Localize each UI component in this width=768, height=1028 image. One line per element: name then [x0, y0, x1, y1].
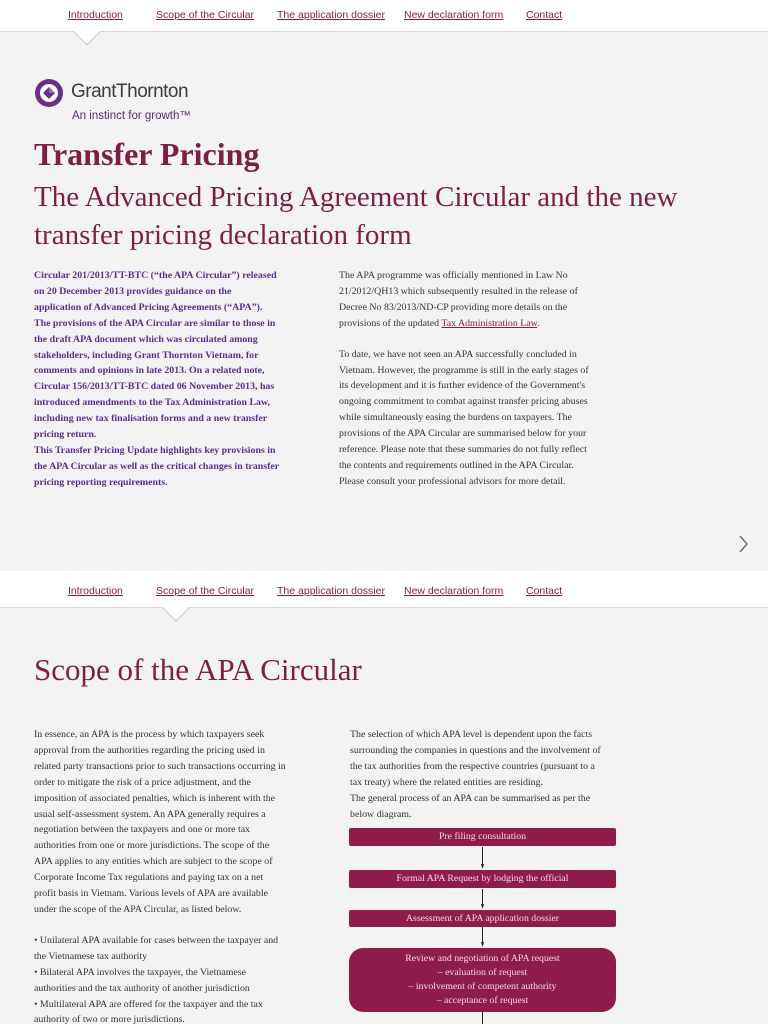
nav-link-contact[interactable]: Contact: [526, 9, 563, 21]
list-item: • Bilateral APA involves the taxpayer, the Vietnamese: [34, 966, 246, 978]
flow-step-review-negotiation: Review and negotiation of APA request – evaluation of request – involvement of competent authority – acceptance of request: [349, 948, 616, 1012]
flow-step-pre-filing: Pre filing consultation: [349, 828, 616, 846]
flow-step-assessment: Assessment of APA application dossier: [349, 910, 616, 927]
active-tab-indicator: [162, 607, 190, 623]
grant-thornton-logo-icon: [34, 78, 64, 108]
flow-step-formal-request: Formal APA Request by lodging the official: [349, 870, 616, 888]
intro-right-column: [339, 268, 639, 490]
nav-divider: [0, 607, 768, 608]
scope-right-column: The selection of which APA level is dependent upon the facts surrounding the companies in questions and the involvement of the tax authorities from the respective countries (pursuant to a tax treaty) where the related entities are residing. The general process of an APA can be summarised as per the below diagram.: [350, 729, 601, 820]
page-title: Transfer Pricing: [34, 136, 260, 172]
nav-link-contact[interactable]: Contact: [526, 585, 563, 597]
page-subtitle: The Advanced Pricing Agreement Circular and the new transfer pricing declaration form: [34, 181, 678, 251]
list-item: • Multilateral APA are offered for the taxpayer and the tax: [34, 998, 263, 1010]
nav-link-introduction[interactable]: Introduction: [68, 585, 123, 597]
flow-arrow-icon: [481, 847, 484, 870]
tax-administration-law-link[interactable]: Tax Administration Law: [441, 317, 538, 329]
flow-arrow-icon: [481, 1012, 484, 1024]
list-item: • Unilateral APA available for cases between the taxpayer and: [34, 934, 279, 946]
nav-link-application-dossier[interactable]: The application dossier: [277, 9, 385, 21]
next-page-chevron-icon[interactable]: [736, 533, 750, 555]
apa-levels-list: • Unilateral APA available for cases between the taxpayer and the Vietnamese tax authority • Bilateral APA involves the taxpayer, the Vietnamese authorities and the tax authority of another jurisdiction • Multilateral APA are offered for the taxpayer and the tax authority of two or more jurisdictions.: [34, 933, 334, 1028]
flow-arrow-icon: [481, 889, 484, 910]
to-date-paragraph: To date, we have not seen an APA successfully concluded in Vietnam. However, the programme is still in the early stages of its development and it is further evidence of the Government's ongoing commitment to combat against transfer pricing abuses while simultaneously easing the burdens on taxpayers. The provisions of the APA Circular are summarised below for your reference. Please note that these summaries do not fully reflect the contents and requirements outlined in the APA Circular. Please consult your professional advisors for more detail.: [339, 348, 589, 487]
nav-divider: [0, 31, 768, 32]
apa-essence-paragraph: In essence, an APA is the process by which taxpayers seek approval from the authorities regarding the pricing used in related party transactions prior to such transactions occurring in order to mitigate the risk of a price adjustment, and the imposition of associated penalties, which is inherent with the usual self-assessment system. An APA generally requires a negotiation between the taxpayers and one or more tax authorities from one or more jurisdictions. The scope of the APA applies to any entities which are subject to the scope of Corporate Income Tax regulations and paying tax on a net profit basis in Vietnam. Various levels of APA are available under the scope of the APA Circular, as listed below.: [34, 729, 286, 915]
nav-link-application-dossier[interactable]: The application dossier: [277, 585, 385, 597]
brand-name: GrantThornton: [71, 81, 189, 102]
section-title: Scope of the APA Circular: [34, 652, 362, 687]
nav-link-scope[interactable]: Scope of the Circular: [156, 585, 255, 597]
apa-programme-paragraph: The APA programme was officially mentioned in Law No 21/2012/QH13 which subsequently resulted in the release of Decree No 83/2013/ND-CP providing more details on the provisions of the updated Tax Administration Law.: [339, 270, 578, 329]
active-tab-indicator: [73, 31, 101, 47]
brand-tagline: An instinct for growth™: [72, 110, 191, 122]
nav-link-declaration-form[interactable]: New declaration form: [404, 9, 504, 21]
nav-link-introduction[interactable]: Introduction: [68, 9, 123, 21]
top-nav: [0, 0, 768, 30]
nav-link-declaration-form[interactable]: New declaration form: [404, 585, 504, 597]
flow-arrow-icon: [481, 927, 484, 948]
intro-summary: Circular 201/2013/TT-BTC (“the APA Circular”) released on 20 December 2013 provides guidance on the application of Advanced Pricing Agreements (“APA”). The provisions of the APA Circular are similar to those in the draft APA document which was circulated among stakeholders, including Grant Thornton Vietnam, for comments and opinions in late 2013. On a related note, Circular 156/2013/TT-BTC dated 06 November 2013, has introduced amendments to the Tax Administration Law, including new tax finalisation forms and a new transfer pricing return. This Transfer Pricing Update highlights key provisions in the APA Circular as well as the critical changes in transfer pricing reporting requirements.: [34, 270, 280, 488]
scope-left-column: [34, 727, 334, 1028]
second-nav: [0, 576, 768, 606]
nav-link-scope[interactable]: Scope of the Circular: [156, 9, 255, 21]
